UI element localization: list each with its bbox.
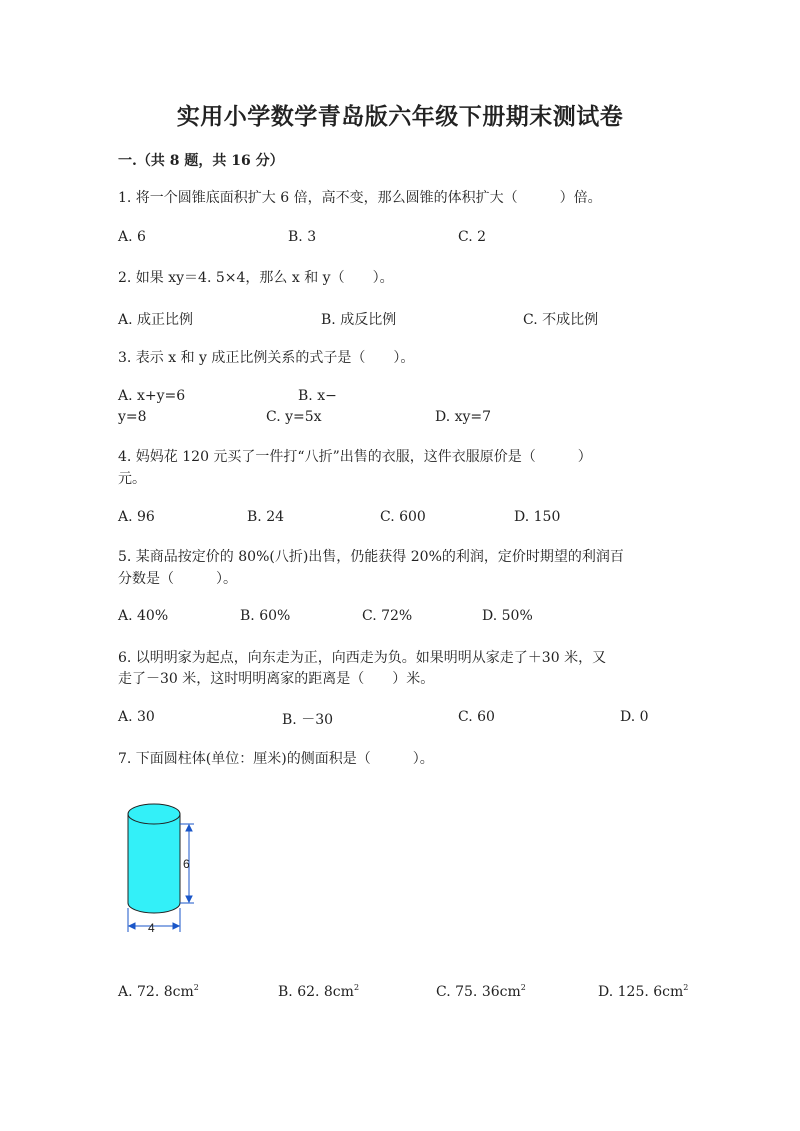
page-title: 实用小学数学青岛版六年级下册期末测试卷 [176, 103, 624, 130]
question-4-line1: 4. 妈妈花 120 元买了一件打“八折”出售的衣服，这件衣服原价是（ ） [118, 449, 592, 465]
question-7: 7. 下面圆柱体(单位：厘米)的侧面积是（ ）。 [118, 751, 434, 767]
question-3: 3. 表示 x 和 y 成正比例关系的式子是（ ）。 [118, 350, 415, 366]
q3-option-b: B. x− [298, 388, 337, 404]
q2-option-c: C. 不成比例 [523, 312, 599, 328]
question-4-line2: 元。 [118, 471, 146, 487]
question-1: 1. 将一个圆锥底面积扩大 6 倍，高不变，那么圆锥的体积扩大（ ）倍。 [118, 190, 602, 206]
question-2: 2. 如果 xy＝4. 5×4，那么 x 和 y（ ）。 [118, 270, 394, 286]
q6-option-c: C. 60 [458, 709, 495, 725]
cylinder-body [128, 804, 180, 913]
q7-option-d: D. 125. $6cm^2$ [598, 983, 689, 1000]
q4-option-b: B. 24 [247, 509, 285, 525]
q6-option-a: A. 30 [118, 709, 155, 725]
q6-option-b: B. －30 [282, 712, 334, 728]
q7-option-a: A. 72. $8cm^2$ [118, 983, 199, 1000]
q5-option-c: C. 72% [362, 608, 413, 624]
q4-option-d: D. 150 [514, 509, 561, 525]
q6-option-d: D. 0 [620, 709, 649, 725]
q3-option-a: A. x+y=6 [118, 388, 186, 404]
height-label: 6 [183, 857, 190, 871]
question-6-line1: 6. 以明明家为起点，向东走为正，向西走为负。如果明明从家走了＋30 米，又 [118, 650, 607, 666]
question-6-line2: 走了－30 米，这时明明离家的距离是（ ）米。 [118, 671, 435, 687]
q3-option-c: C. y=5x [266, 409, 322, 425]
q5-option-b: B. 60% [240, 608, 291, 624]
q3-option-b-cont: y=8 [118, 409, 147, 425]
q7-option-b: B. 62. $8cm^2$ [278, 983, 360, 1000]
question-5-line1: 5. 某商品按定价的 80%(八折)出售，仍能获得 20%的利润，定价时期望的利润百 [118, 549, 624, 565]
q3-option-d: D. xy=7 [435, 409, 492, 425]
cylinder-figure [118, 798, 228, 944]
diameter-label: 4 [148, 921, 155, 935]
q2-option-a: A. 成正比例 [118, 312, 194, 328]
q7-option-c: C. 75. $36cm^2$ [436, 983, 526, 1000]
section-heading: 一.（共 8 题，共 16 分） [118, 153, 284, 169]
question-5-line2: 分数是（ ）。 [118, 571, 237, 587]
q2-option-b: B. 成反比例 [321, 312, 397, 328]
q4-option-a: A. 96 [118, 509, 155, 525]
q1-option-b: B. 3 [288, 229, 317, 245]
q5-option-a: A. 40% [118, 608, 169, 624]
q1-option-a: A. 6 [118, 229, 146, 245]
q1-option-c: C. 2 [458, 229, 487, 245]
q4-option-c: C. 600 [380, 509, 426, 525]
q5-option-d: D. 50% [482, 608, 533, 624]
